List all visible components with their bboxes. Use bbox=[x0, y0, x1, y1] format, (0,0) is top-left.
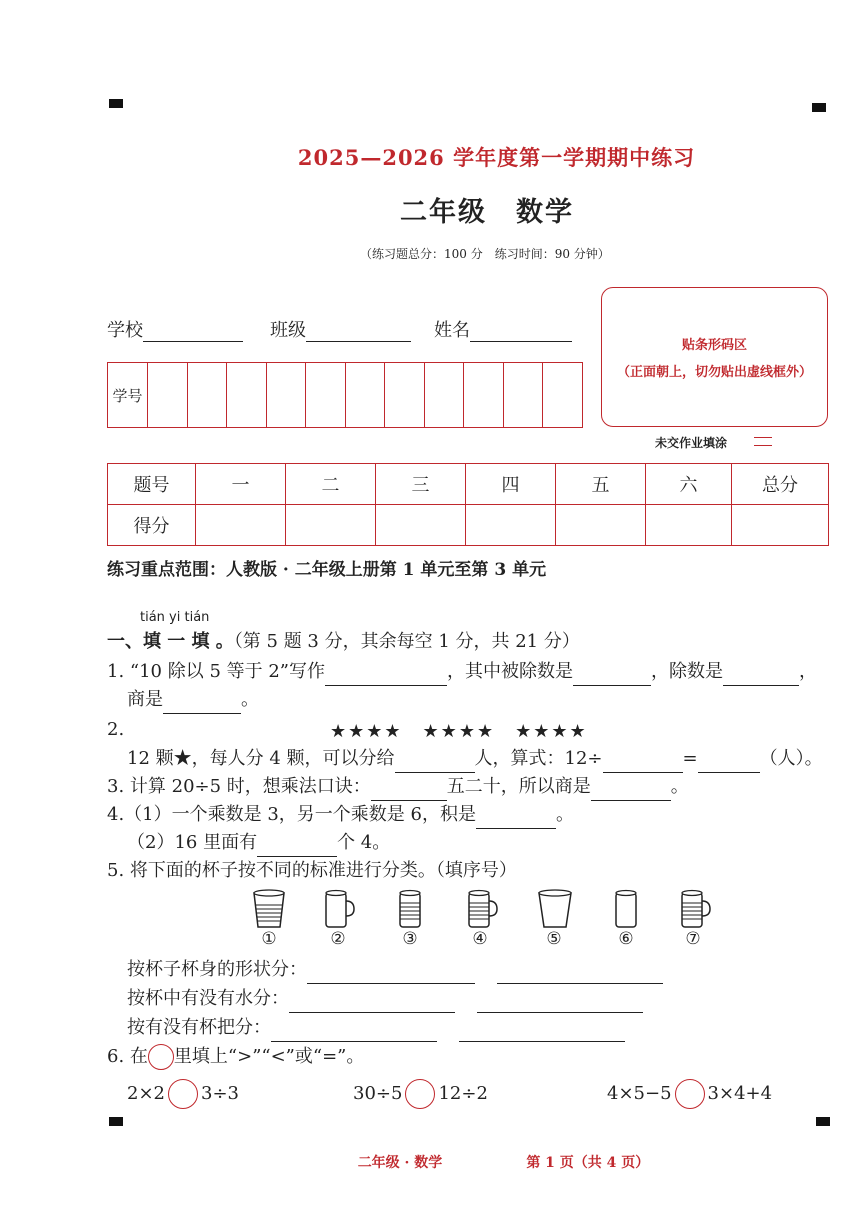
score-header-cell: 二 bbox=[286, 464, 376, 505]
cup-3-icon bbox=[397, 889, 423, 929]
q4-blank-product[interactable] bbox=[476, 809, 556, 829]
score-row-label: 得分 bbox=[108, 505, 196, 546]
q3-text: 。 bbox=[670, 776, 689, 797]
classify-by-water bbox=[127, 985, 643, 1013]
name-input[interactable] bbox=[470, 322, 572, 342]
q4-text: （2）16 里面有 bbox=[127, 832, 258, 853]
q4-text: 。 bbox=[555, 804, 574, 825]
student-id-grid bbox=[107, 362, 583, 428]
school-input[interactable] bbox=[143, 322, 243, 342]
barcode-instruction: （正面朝上，切勿贴出虚线框外） bbox=[616, 365, 812, 380]
cup-number: ② bbox=[330, 929, 346, 949]
score-header-cell: 三 bbox=[376, 464, 466, 505]
q3-text: 3. 计算 20÷5 时，想乘法口诀： bbox=[107, 776, 371, 797]
comparison-1 bbox=[127, 1079, 239, 1109]
student-id-cell[interactable] bbox=[543, 363, 583, 428]
student-id-label: 学号 bbox=[108, 363, 148, 428]
score-header-cell: 六 bbox=[646, 464, 732, 505]
subject-title: 二年级 数学 bbox=[400, 197, 574, 228]
score-header-cell: 四 bbox=[466, 464, 556, 505]
q2-blank-people[interactable] bbox=[395, 753, 475, 773]
q5-text: 按杯子杯身的形状分： bbox=[127, 959, 307, 980]
student-id-cell[interactable] bbox=[345, 363, 385, 428]
score-cell[interactable] bbox=[556, 505, 646, 546]
compare-answer-circle[interactable] bbox=[168, 1079, 198, 1109]
q6-text: 6. 在 bbox=[107, 1046, 148, 1067]
q4-blank-count[interactable] bbox=[257, 837, 337, 857]
question-1-cont bbox=[127, 686, 259, 714]
q1-text: ，其中被除数是 bbox=[447, 661, 573, 682]
registration-mark-top-right bbox=[812, 103, 826, 112]
question-5: 5. 将下面的杯子按不同的标准进行分类。（填序号） bbox=[107, 860, 517, 881]
barcode-area bbox=[601, 287, 828, 427]
class-input[interactable] bbox=[306, 322, 411, 342]
student-id-cell[interactable] bbox=[187, 363, 227, 428]
cup-number: ⑥ bbox=[618, 929, 634, 949]
q5-blank-water-1[interactable] bbox=[289, 993, 455, 1013]
student-id-cell[interactable] bbox=[464, 363, 504, 428]
q5-blank-handle-1[interactable] bbox=[271, 1022, 437, 1042]
footer-subject: 二年级 · 数学 bbox=[357, 1155, 443, 1171]
score-table-row bbox=[108, 505, 829, 546]
cup-7-icon bbox=[679, 889, 713, 929]
q2-text: （人）。 bbox=[759, 748, 823, 769]
expr-right: 3÷3 bbox=[201, 1083, 239, 1104]
expr-left: 2×2 bbox=[127, 1083, 165, 1104]
q3-text: 五二十，所以商是 bbox=[446, 776, 591, 797]
classify-by-handle bbox=[127, 1014, 625, 1042]
cup-number: ③ bbox=[402, 929, 418, 949]
student-id-cell[interactable] bbox=[424, 363, 464, 428]
score-header-cell: 总分 bbox=[732, 464, 829, 505]
q2-blank-result[interactable] bbox=[698, 753, 760, 773]
question-3 bbox=[107, 773, 689, 801]
name-label: 姓名 bbox=[434, 320, 470, 341]
classify-by-shape bbox=[127, 956, 663, 984]
late-homework-note: 未交作业填涂 bbox=[655, 436, 728, 450]
q5-blank-shape-2[interactable] bbox=[497, 964, 663, 984]
q2-blank-divisor[interactable] bbox=[603, 753, 683, 773]
score-cell[interactable] bbox=[646, 505, 732, 546]
q1-text: 。 bbox=[241, 689, 259, 710]
compare-answer-circle[interactable] bbox=[675, 1079, 705, 1109]
student-id-cell[interactable] bbox=[266, 363, 306, 428]
star-groups: ★★★★ ★★★★ ★★★★ bbox=[330, 721, 588, 742]
q1-blank-dividend[interactable] bbox=[573, 666, 651, 686]
comparison-2 bbox=[353, 1079, 488, 1109]
cup-number: ④ bbox=[472, 929, 488, 949]
student-id-cell[interactable] bbox=[503, 363, 543, 428]
q1-blank-quotient[interactable] bbox=[163, 694, 241, 714]
section-heading bbox=[107, 628, 580, 656]
q5-blank-handle-2[interactable] bbox=[459, 1022, 625, 1042]
question-6 bbox=[107, 1043, 364, 1071]
exam-title: 2025—2026 学年度第一学期期中练习 bbox=[297, 145, 696, 170]
q6-text: 里填上“>”“<”或“=”。 bbox=[173, 1046, 365, 1067]
student-id-cell[interactable] bbox=[148, 363, 188, 428]
comparison-circle-icon bbox=[148, 1044, 174, 1070]
expr-left: 30÷5 bbox=[353, 1083, 403, 1104]
section-pinyin: tián yi tián bbox=[140, 610, 210, 625]
question-1 bbox=[107, 658, 817, 686]
q5-text: 按有没有杯把分： bbox=[127, 1017, 271, 1038]
school-field[interactable] bbox=[107, 316, 243, 342]
school-label: 学校 bbox=[107, 320, 143, 341]
cup-number: ⑤ bbox=[546, 929, 562, 949]
cup-2-icon bbox=[322, 889, 356, 929]
section-title: 一、填 一 填 。 bbox=[107, 631, 234, 652]
question-4-1 bbox=[107, 801, 574, 829]
section-points: （第 5 题 3 分，其余每空 1 分，共 21 分） bbox=[233, 631, 580, 652]
class-label: 班级 bbox=[270, 320, 306, 341]
q2-text: 人，算式：12÷ bbox=[474, 748, 603, 769]
registration-mark-top-left bbox=[109, 99, 123, 108]
q3-blank-quotient[interactable] bbox=[591, 781, 671, 801]
score-table-header-row bbox=[108, 464, 829, 505]
footer-page: 第 1 页（共 4 页） bbox=[526, 1155, 650, 1171]
late-homework-checkbox[interactable] bbox=[754, 437, 772, 446]
score-header-cell: 一 bbox=[196, 464, 286, 505]
expr-left: 4×5−5 bbox=[607, 1083, 672, 1104]
student-id-cell[interactable] bbox=[227, 363, 267, 428]
score-header-cell: 五 bbox=[556, 464, 646, 505]
question-2 bbox=[127, 745, 823, 773]
q1-blank-expression[interactable] bbox=[325, 666, 447, 686]
expr-right: 12÷2 bbox=[438, 1083, 488, 1104]
q1-text: ，除数是 bbox=[651, 661, 723, 682]
name-field[interactable] bbox=[434, 316, 572, 342]
question-4-2 bbox=[127, 829, 390, 857]
expr-right: 3×4+4 bbox=[707, 1083, 773, 1104]
q5-text: 按杯中有没有水分： bbox=[127, 988, 289, 1009]
q5-blank-shape-1[interactable] bbox=[307, 964, 475, 984]
question-2-number: 2. bbox=[107, 719, 125, 740]
practice-scope: 练习重点范围：人教版 · 二年级上册第 1 单元至第 3 单元 bbox=[107, 560, 547, 580]
q4-text: 4.（1）一个乘数是 3，另一个乘数是 6，积是 bbox=[107, 804, 476, 825]
score-cell[interactable] bbox=[376, 505, 466, 546]
cup-1-icon bbox=[251, 889, 287, 929]
page-footer bbox=[0, 1152, 867, 1172]
q1-text: 商是 bbox=[127, 689, 163, 710]
score-cell[interactable] bbox=[732, 505, 829, 546]
q1-text: ， bbox=[799, 661, 817, 682]
barcode-title: 贴条形码区 bbox=[681, 338, 747, 353]
cup-4-icon bbox=[466, 889, 500, 929]
cup-number: ⑦ bbox=[685, 929, 701, 949]
q4-text: 个 4。 bbox=[337, 832, 391, 853]
score-table bbox=[107, 463, 829, 546]
cup-number: ① bbox=[261, 929, 277, 949]
class-field[interactable] bbox=[270, 316, 411, 342]
registration-mark-bottom-right bbox=[816, 1117, 830, 1126]
q2-text: 12 颗★，每人分 4 颗，可以分给 bbox=[127, 748, 395, 769]
score-cell[interactable] bbox=[466, 505, 556, 546]
score-header-cell: 题号 bbox=[108, 464, 196, 505]
compare-answer-circle[interactable] bbox=[405, 1079, 435, 1109]
student-id-cell[interactable] bbox=[306, 363, 346, 428]
q3-blank-rhyme[interactable] bbox=[371, 781, 447, 801]
q1-blank-divisor[interactable] bbox=[723, 666, 799, 686]
cup-5-icon bbox=[536, 889, 574, 929]
exam-info: （练习题总分：100 分 练习时间：90 分钟） bbox=[360, 247, 610, 261]
q1-text: 1. “10 除以 5 等于 2”写作 bbox=[107, 661, 325, 682]
student-id-cell[interactable] bbox=[385, 363, 425, 428]
cup-6-icon bbox=[613, 889, 639, 929]
comparison-3 bbox=[607, 1079, 772, 1109]
score-cell[interactable] bbox=[196, 505, 286, 546]
registration-mark-bottom-left bbox=[109, 1117, 123, 1126]
score-cell[interactable] bbox=[286, 505, 376, 546]
q5-blank-water-2[interactable] bbox=[477, 993, 643, 1013]
q2-text: = bbox=[682, 748, 698, 769]
